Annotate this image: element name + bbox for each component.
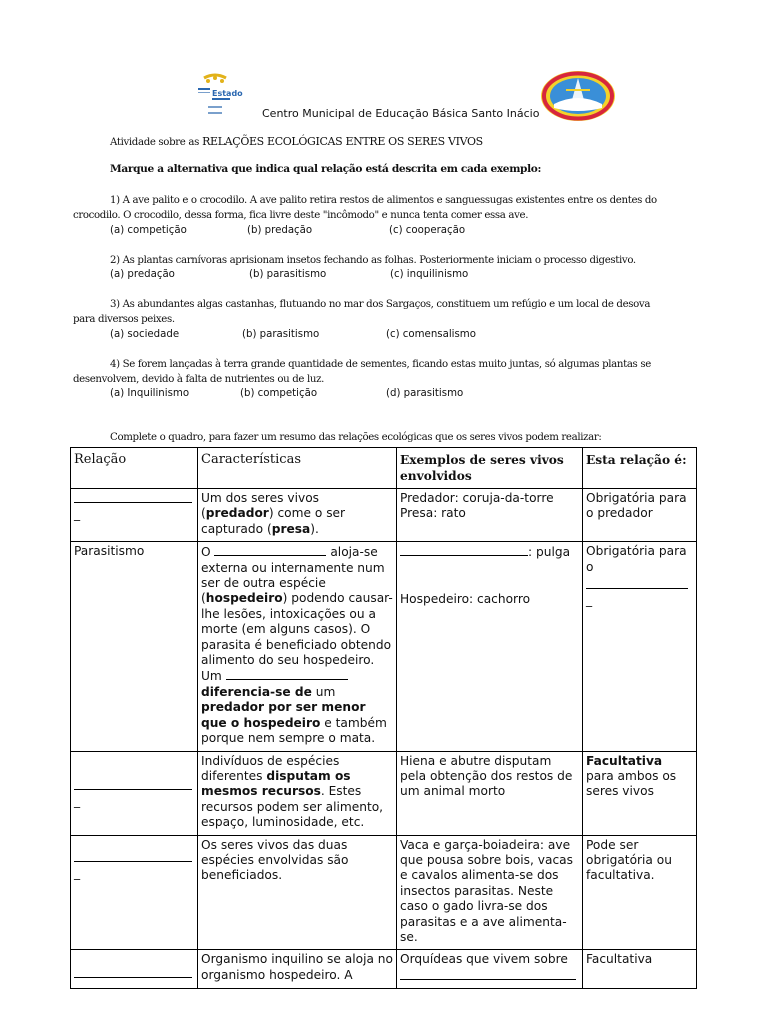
examples-cell	[397, 489, 583, 542]
char-bold: predador	[205, 506, 269, 521]
characteristics-cell: Os seres vivos das duas espécies envolvidas são beneficiados.	[198, 835, 397, 950]
question-4-line-2: desenvolvem, devido à falta de nutrientes ou de luz.	[73, 374, 324, 385]
relation-blank[interactable]	[74, 850, 192, 862]
activity-title-main: RELAÇÕES ECOLÓGICAS ENTRE OS SERES VIVOS	[202, 135, 483, 148]
relation-cell	[71, 835, 198, 950]
type-cell	[583, 542, 697, 751]
char-text: aloja-se externa ou internamente num ser de outra espécie (	[201, 545, 385, 606]
blank-tail: _	[586, 593, 593, 608]
summary-instruction: Complete o quadro, para fazer um resumo das relações ecológicas que os seres vivos podem realizar:	[110, 432, 602, 443]
parasite-example-blank[interactable]	[400, 544, 528, 556]
table-row	[71, 542, 697, 751]
relation-cell: Parasitismo	[71, 542, 198, 751]
char-text: um	[315, 684, 336, 699]
question-2-line-1: 2) As plantas carnívoras aprisionam insetos fechando as folhas. Posteriormente iniciam o processo digestivo.	[110, 255, 636, 266]
table-row	[71, 835, 697, 950]
char-text: Indivíduos de espécies diferentes	[201, 753, 340, 783]
school-name: Centro Municipal de Educação Básica Santo Inácio	[262, 107, 540, 120]
blank-tail: _	[74, 793, 81, 808]
state-logo-text: Estado	[212, 89, 243, 98]
question-4-line-1: 4) Se forem lançadas à terra grande quantidade de sementes, ficando estas muito juntas, só algumas plantas se	[110, 359, 651, 370]
relation-cell	[71, 751, 198, 835]
char-text: ) come o ser capturado (	[201, 506, 346, 536]
type-text: Obrigatória para o	[586, 544, 687, 574]
school-emblem	[540, 70, 616, 122]
type-cell: Facultativa	[583, 950, 697, 989]
type-cell: Obrigatória para o predador	[583, 489, 697, 542]
question-1-line-1: 1) A ave palito e o crocodilo. A ave palito retira restos de alimentos e sanguessugas existentes entre os dentes do	[110, 195, 657, 206]
char-bold: presa	[271, 521, 311, 536]
examples-cell	[397, 542, 583, 751]
char-bold: disputam os mesmos recursos	[201, 768, 351, 799]
question-1-option-a[interactable]: (a) competição	[110, 225, 187, 236]
type-text: para ambos os seres vivos	[586, 768, 677, 799]
blank-tail: _	[74, 865, 81, 880]
state-logo	[196, 74, 243, 120]
question-4-option-a[interactable]: (a) Inquilinismo	[110, 388, 190, 399]
examples-cell: Hiena e abutre disputam pela obtenção dos restos de um animal morto	[397, 751, 583, 835]
relation-cell	[71, 950, 198, 989]
char-text: ).	[310, 521, 319, 536]
table-row	[71, 950, 697, 989]
question-2-option-b[interactable]: (b) parasitismo	[249, 269, 327, 280]
question-3-line-2: para diversos peixes.	[73, 314, 175, 325]
type-bold: Facultativa	[586, 753, 663, 768]
char-bold: hospedeiro	[205, 591, 283, 606]
question-1-option-b[interactable]: (b) predação	[247, 225, 313, 236]
example-prey: Presa: rato	[400, 506, 466, 521]
char-text: . Estes recursos podem ser alimento, espaço, luminosidade, etc.	[201, 784, 384, 830]
example-parasite: : pulga	[528, 545, 571, 560]
characteristics-cell	[198, 489, 397, 542]
char-text: ) podendo causar-lhe lesões, intoxicações ou a morte (em alguns casos). O parasita é beneficiado obtendo alimento do seu hospedeiro. Um	[201, 591, 393, 684]
relation-cell	[71, 489, 198, 542]
summary-header-row	[71, 448, 697, 489]
type-cell: Pode ser obrigatória ou facultativa.	[583, 835, 697, 950]
examples-cell	[397, 950, 583, 989]
activity-title	[110, 135, 483, 148]
characteristics-cell	[198, 751, 397, 835]
example-predator: Predador: coruja-da-torre	[400, 491, 554, 505]
question-3-line-1: 3) As abundantes algas castanhas, flutuando no mar dos Sargaços, constituem um refúgio e um local de desova	[110, 299, 651, 310]
type-cell	[583, 751, 697, 835]
example-text: Orquídeas que vivem sobre	[400, 952, 568, 967]
header-characteristics: Características	[198, 448, 397, 489]
example-blank[interactable]	[400, 968, 576, 980]
summary-table	[70, 447, 697, 989]
relation-blank[interactable]	[74, 778, 192, 790]
characteristics-cell: Organismo inquilino se aloja no organismo hospedeiro. A	[198, 950, 397, 989]
question-3-option-b[interactable]: (b) parasitismo	[242, 329, 320, 340]
question-3-option-a[interactable]: (a) sociedade	[110, 329, 180, 340]
char-text: e também porque nem sempre o mata.	[201, 715, 387, 746]
question-4-option-d[interactable]: (d) parasitismo	[386, 388, 464, 399]
char-bold: diferencia-se de	[201, 684, 312, 699]
activity-title-prefix: Atividade sobre as	[110, 137, 199, 148]
activity-instruction: Marque a alternativa que indica qual relação está descrita em cada exemplo:	[110, 163, 542, 175]
characteristics-cell	[198, 542, 397, 751]
relation-blank[interactable]	[74, 491, 192, 503]
char-bold: predador por ser menor que o hospedeiro	[201, 700, 366, 730]
header-this-relation: Esta relação é:	[583, 448, 697, 489]
table-row	[71, 751, 697, 835]
header-examples: Exemplos de seres vivos envolvidos	[397, 448, 583, 489]
type-blank[interactable]	[586, 577, 688, 589]
char-text: Um dos seres vivos (	[201, 491, 320, 521]
question-1-option-c[interactable]: (c) cooperação	[389, 225, 466, 236]
char-text: O	[201, 545, 211, 560]
parasite-blank[interactable]	[214, 544, 326, 556]
blank-tail: _	[74, 507, 81, 522]
header-relation: Relação	[71, 448, 198, 489]
parasite-blank-2[interactable]	[226, 668, 348, 680]
question-4-option-b[interactable]: (b) competição	[240, 388, 318, 399]
relation-blank[interactable]	[74, 966, 192, 978]
question-2-option-a[interactable]: (a) predação	[110, 269, 175, 280]
table-row	[71, 489, 697, 542]
question-3-option-c[interactable]: (c) comensalismo	[386, 329, 476, 340]
question-1-line-2: crocodilo. O crocodilo, dessa forma, fica livre deste "incômodo" e nunca tenta comer essa ave.	[73, 210, 529, 221]
example-host: Hospedeiro: cachorro	[400, 591, 531, 606]
question-2-option-c[interactable]: (c) inquilinismo	[390, 269, 469, 280]
examples-cell: Vaca e garça-boiadeira: ave que pousa sobre bois, vacas e cavalos alimenta-se dos insectos parasitas. Neste caso o gado livra-se dos parasitas e a ave alimenta-se.	[397, 835, 583, 950]
